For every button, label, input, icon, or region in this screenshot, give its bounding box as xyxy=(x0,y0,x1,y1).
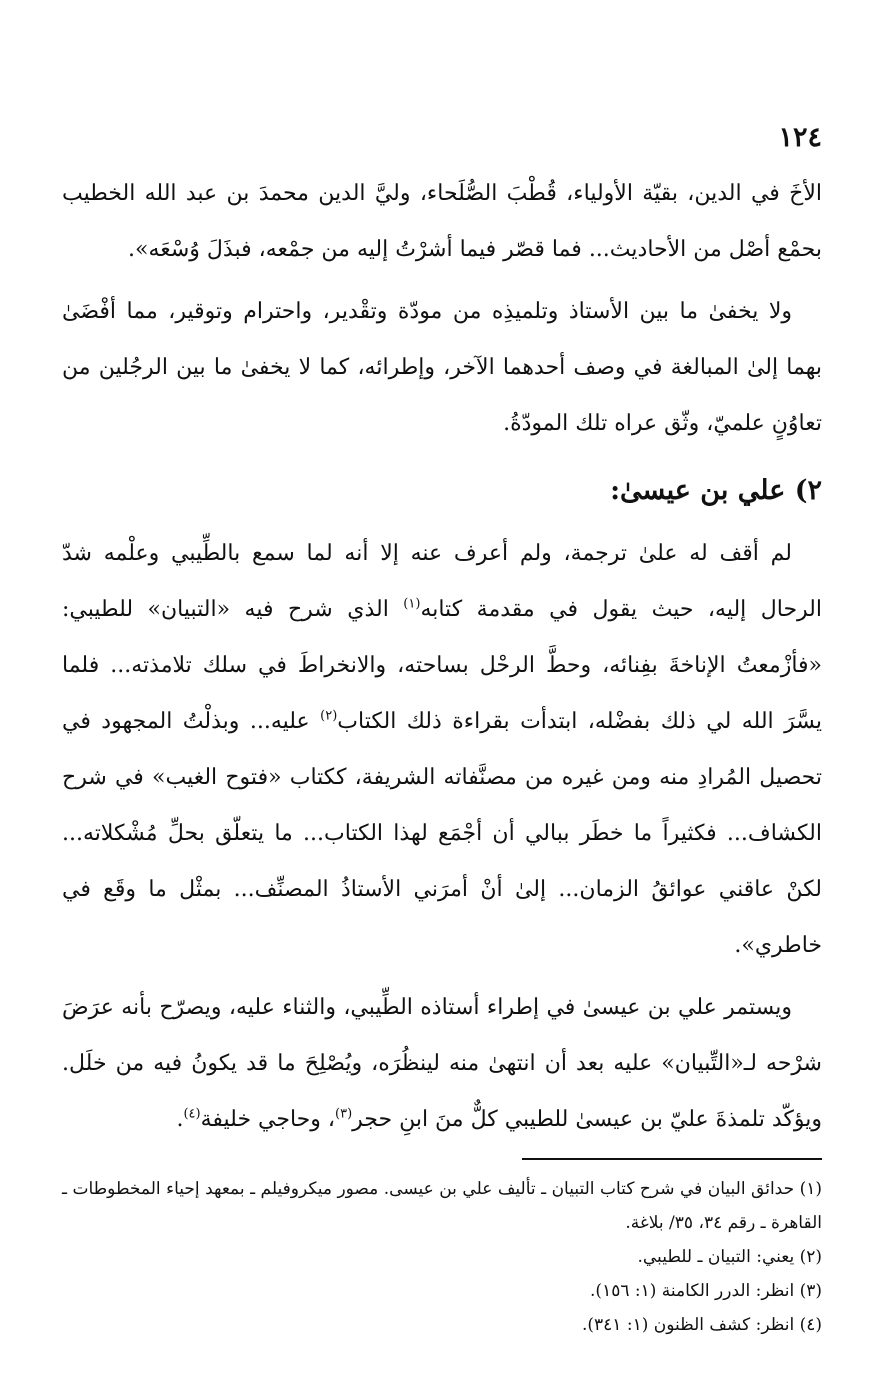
footnote-ref-4: (٤) xyxy=(183,1106,201,1122)
paragraph-praise xyxy=(62,980,822,1148)
book-page xyxy=(62,118,822,1342)
footnote-2: (٢) يعني: التبيان ـ للطيبي. xyxy=(637,1247,822,1267)
page-number: ١٢٤ xyxy=(778,122,822,153)
footnote-4: (٤) انظر: كشف الظنون (١: ٣٤١). xyxy=(581,1315,822,1335)
footnote-ref-3: (٣) xyxy=(335,1106,353,1122)
paragraph-text: لم أقف له علىٰ ترجمة، ولم أعرف عنه إلا أنه لما سمع بالطِّيبي وعلْمه شدّ الرحال إليه، حيث يقول في مقدمة كتابه xyxy=(62,541,822,622)
section-heading: ٢) علي بن عيسىٰ: xyxy=(610,475,822,506)
footnote-ref-1: (١) xyxy=(403,596,421,612)
footnotes xyxy=(62,1172,822,1342)
paragraph-text: الذي شرح فيه «التبيان» للطيبي: «فأزْمعتُ الإناخةَ بفِنائه، وحطَّ الرحْل بساحته، والانخراطَ في سلك تلامذته... فلما يسَّرَ الله لي ذلك بفضْله، ابتدأت بقراءة ذلك الكتاب xyxy=(62,597,822,734)
paragraph-text: ، وحاجي خليفة xyxy=(200,1107,335,1132)
paragraph-relationship: ولا يخفىٰ ما بين الأستاذ وتلميذِه من مودّة وتقْدير، واحترام وتوقير، مما أفْضَىٰ بهما إلىٰ المبالغة في وصف أحدهما الآخر، وإطرائه، كما لا يخفىٰ ما بين الرجُلين من تعاوُنٍ علميّ، وثّق عراه تلك المودّةُ. xyxy=(62,299,822,436)
paragraph-quote-end: الأخَ في الدين، بقيّة الأولياء، قُطْبَ الصُّلَحاء، وليَّ الدين محمدَ بن عبد الله الخطيب بحمْع أصْل من الأحاديث... فما قصّر فيما أشرْتُ إليه من جمْعه، فبذَلَ وُسْعَه». xyxy=(62,181,822,262)
footnote-ref-2: (٢) xyxy=(320,708,338,724)
paragraph-text: ويستمر علي بن عيسىٰ في إطراء أستاذه الطِّيبي، والثناء عليه، ويصرّح بأنه عرَضَ شرْحه لـ«التِّبيان» عليه بعد أن انتهىٰ منه لينظُرَه، ويُصْلِحَ ما قد يكونُ فيه من خلَل. ويؤكّد تلمذةَ عليّ بن عيسىٰ للطيبي كلٌّ منَ ابنِ حجر xyxy=(62,995,822,1132)
paragraph-text: . xyxy=(176,1107,184,1132)
footnote-1: (١) حدائق البيان في شرح كتاب التبيان ـ تأليف علي بن عيسى. مصور ميكروفيلم ـ بمعهد إحياء المخطوطات ـ القاهرة ـ رقم ٣٤، ٣٥/ بلاغة. xyxy=(62,1179,822,1233)
footnote-3: (٣) انظر: الدرر الكامنة (١: ١٥٦). xyxy=(590,1281,822,1301)
paragraph-biography xyxy=(62,526,822,974)
paragraph-text: عليه... وبذلْتُ المجهود في تحصيل المُرادِ منه ومن غيره من مصنَّفاته الشريفة، ككتاب «فتوح الغيب» في شرح الكشاف... فكثيراً ما خطَر ببالي أن أجْمَع لهذا الكتاب... ما يتعلّق بحلِّ مُشْكلاته... لكنْ عاقني عوائقُ الزمان... إلىٰ أنْ أمرَني الأستاذُ المصنِّف... بمثْل ما وقَع في خاطري». xyxy=(62,709,822,958)
footnote-divider xyxy=(522,1158,822,1160)
